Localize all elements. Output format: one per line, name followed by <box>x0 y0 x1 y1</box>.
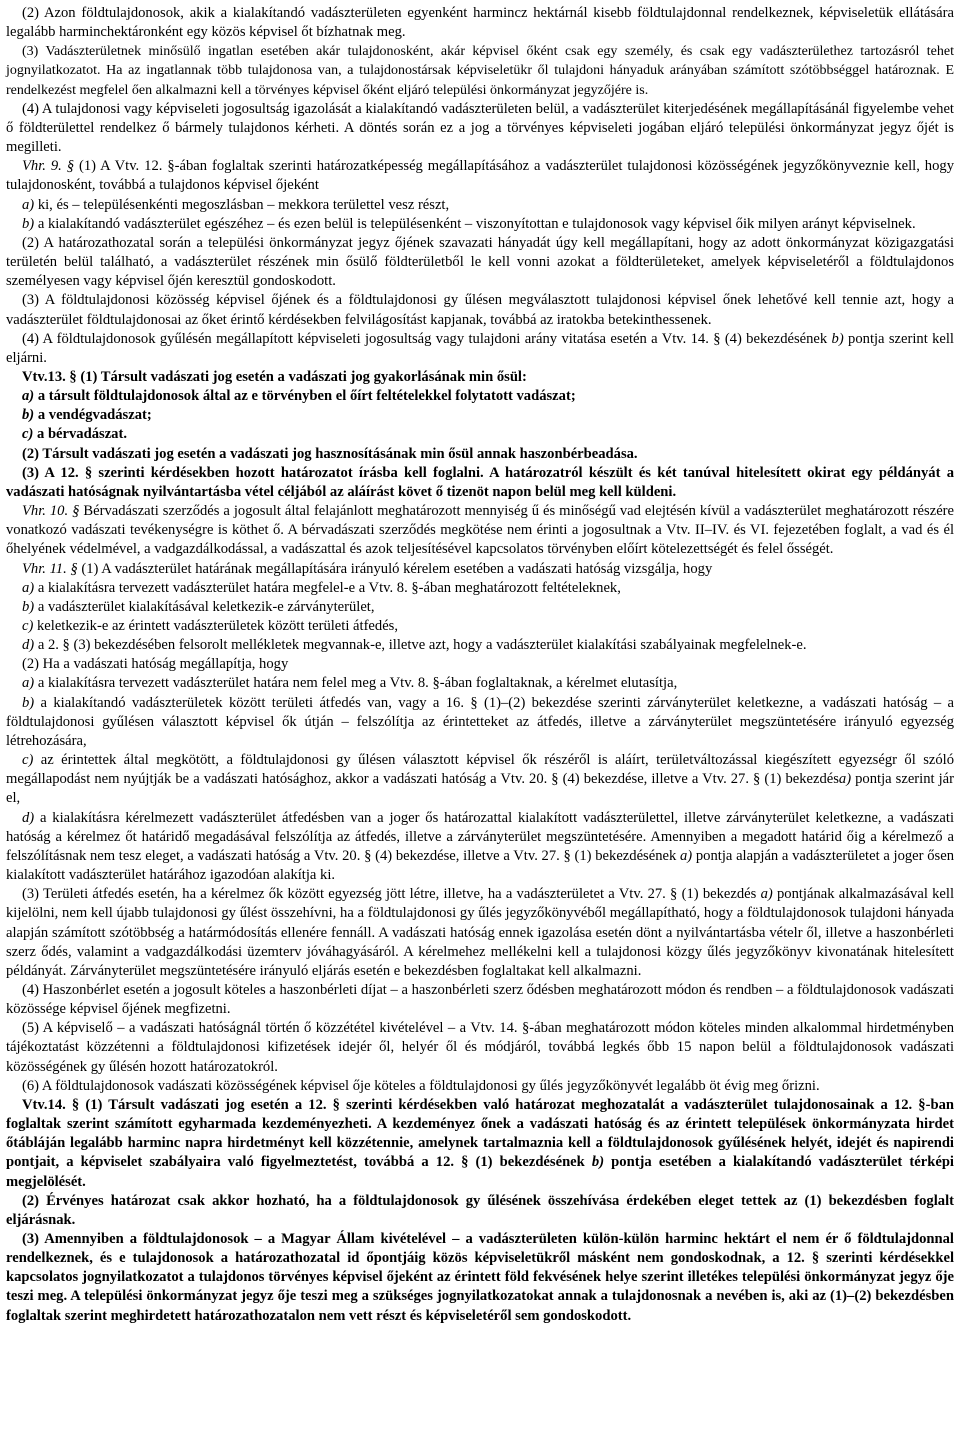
text-run: (2) Azon földtulajdonosok, akik a kialakítandó vadászterületen egyenként harmincz hektárnál kisebb földtulajdonnal rendelkeznek, képviseletük ellátására legalább harminchektáronként egy közös képvisel őt bízhatnak meg. <box>6 5 954 41</box>
text-run: b) <box>22 215 35 232</box>
text-run: pontja szerint kell eljárni. <box>6 330 954 366</box>
paragraph <box>6 655 954 674</box>
text-run: a vendégvadászat; <box>34 407 152 424</box>
paragraph <box>6 100 954 157</box>
text-run: Vtv.14. § (1) Társult vadászati jog esetén a 12. § szerinti kérdésekben való határozat meghozatalát a vadászterület tulajdonosainak a 12. §-ban foglaltak szerint számított egyharmada kezdeményezheti. A kezdeményez őnek a vadászati hatóság és az érintett települések önkormányzata hirdet őtábláján legalább harminc napra hirdetményt kell közzétennie, amelynek tartalmaznia kell a földtulajdonosok gyűlésének helyét, idejét és napirendi pontjait, a képviselet szabályaira való figyelmeztetést, továbbá a 12. § (1) bekezdésének <box>6 1096 954 1171</box>
text-run: § <box>66 158 75 175</box>
paragraph <box>6 579 954 598</box>
text-run: a bérvadászat. <box>33 426 127 443</box>
paragraph <box>6 694 954 751</box>
paragraph <box>6 1019 954 1076</box>
text-run: pontja alapján a vadászterületet a joger ősen kialakított vadászterület határához igazodóan alakítja ki. <box>6 847 954 884</box>
paragraph <box>6 560 954 579</box>
text-run: a) <box>22 196 35 213</box>
paragraph <box>6 196 954 215</box>
text-run: a) <box>838 771 852 788</box>
paragraph <box>6 617 954 636</box>
text-run: (3) A földtulajdonosi közösség képvisel őjének és a földtulajdonosi gy űlésen megválasztott tulajdonosi képvisel őnek lehetővé kell tennie azt, hogy a vadászterület földtulajdonosai az őket érintő kérdésekben felvilágosítást kapjanak, továbbá az iratokba betekinthessenek. <box>6 292 954 328</box>
text-run: b) <box>591 1154 605 1171</box>
text-run: b) <box>22 598 35 615</box>
text-run: b) <box>22 407 35 424</box>
text-run: ki, és – településenkénti megoszlásban – mekkora területtel vesz részt, <box>34 196 450 213</box>
text-run: (5) A képviselő – a vadászati hatóságnál történ ő közzététel kivételével – a Vtv. 14. §-ában meghatározott módon köteles minden alkalommal hirdetményben tájékoztatást közzétenni a földtulajdonosi kifizetések idejér ől, helyér ől és módjáról, továbbá legkés őbb 15 napon belül a földtulajdonosok vadászati közösségének gy űlésén hozott határozatokról. <box>6 1020 954 1075</box>
paragraph <box>6 751 954 808</box>
text-run: a 2. § (3) bekezdésében felsorolt mellékletek megvannak-e, illetve azt, hogy a vadászterület kialakítási szabályainak megfelelnek-e. <box>34 637 807 654</box>
text-run: a) <box>22 675 35 692</box>
text-run: pontjának alkalmazásával kell kijelölni, nem kell újabb tulajdonosi gy űlést összehívni, ha a földtulajdonosi gy űlés jegyzőkönyvéből megállapítható, hogy a földtulajdonosok tulajdoni hányada alapján számított szótöbbség a határmódosítás ellenére fennáll. A vadászati hatóság ennek igazolása esetén dönt a nyilvántartásba vételr ől, illetve a haszonbérleti szerz ődés, valamint a vadgazdálkodási üzemterv jóváhagyásáról. A kérelmehez mellékelni kell a tulajdonosi közgy űlés jegyzőkönyv kivonatának hitelesített példányát. Zárványterület megszüntetésére irányuló eljárás esetén e bekezdésben foglaltakat kell alkalmazni. <box>6 886 955 979</box>
text-run: Vhr. 11. <box>22 560 67 577</box>
paragraph <box>6 157 954 195</box>
paragraph <box>6 291 954 329</box>
text-run: (3) Területi átfedés esetén, ha a kérelmez ők között egyezség jött létre, illetve, ha a vadászterületet a Vtv. 27. § (1) bekezdés <box>22 886 761 903</box>
paragraph <box>6 215 954 234</box>
text-run: (4) A földtulajdonosok gyűlésén megállapított képviseleti jogosultság vagy tulajdoni arány vitatása esetén a Vtv. 14. § (4) bekezdésének <box>22 330 832 347</box>
text-run: § <box>70 560 78 577</box>
text-run: pontja esetében a kialakítandó vadászterület térképi megjelölését. <box>6 1154 954 1190</box>
paragraph <box>6 674 954 693</box>
text-run: (6) A földtulajdonosok vadászati közösségének képvisel ője köteles a földtulajdonosi gy űlés jegyzőkönyvét legalább öt évig meg őrizni. <box>22 1077 820 1094</box>
text-run: a) <box>22 388 35 405</box>
text-run: c) <box>22 618 34 634</box>
paragraph <box>6 234 954 291</box>
text-run: d) <box>22 809 35 826</box>
text-run: a vadászterület kialakításával keletkezik-e zárványterület, <box>34 598 375 615</box>
paragraph <box>6 425 954 444</box>
text-run: a kialakítandó vadászterület egészéhez – és ezen belül is településenként – viszonyítottan e tulajdonosok vagy képvisel őik milyen arányt képviselnek. <box>34 215 916 232</box>
text-run: pontja szerint jár el, <box>6 771 954 807</box>
text-run: a) <box>760 886 773 903</box>
text-run: c) <box>22 752 34 769</box>
text-run: Vtv.13. § (1) Társult vadászati jog esetén a vadászati jog gyakorlásának min ősül: <box>22 368 527 385</box>
text-run: a társult földtulajdonosok által az e törvényben el őírt feltételekkel folytatott vadászat; <box>34 388 576 405</box>
paragraph <box>6 1230 954 1326</box>
text-run: c) <box>22 426 34 443</box>
text-run: Vhr. 10. <box>22 503 69 520</box>
text-run: (2) Ha a vadászati hatóság megállapítja, hogy <box>22 656 289 673</box>
paragraph <box>6 464 954 502</box>
paragraph <box>6 406 954 425</box>
text-run: (2) Társult vadászati jog esetén a vadászati jog hasznosításának min ősül annak haszonbérbeadása. <box>22 445 638 462</box>
paragraph <box>6 636 954 655</box>
paragraph <box>6 330 954 368</box>
text-run: a kialakításra tervezett vadászterület határa nem felel meg a Vtv. 8. §-ában foglaltaknak, a kérelmet elutasítja, <box>34 675 678 692</box>
paragraph <box>6 809 954 886</box>
paragraph <box>6 1077 954 1096</box>
text-run: b) <box>831 330 844 347</box>
paragraph <box>6 368 954 387</box>
paragraph <box>6 1192 954 1230</box>
text-run: (2) Érvényes határozat csak akkor hozható, ha a földtulajdonosok gy űlésének összehívása érdekében eleget tettek az (1) bekezdésben foglalt eljárásnak. <box>6 1192 954 1228</box>
text-run: d) <box>22 637 35 654</box>
paragraph <box>6 885 954 981</box>
text-run: (3) Vadászterületnek minősülő ingatlan esetében akár tulajdonosként, akár képvisel őként csak egy személy, és csak egy vadászterülethez tartozásról tehet jognyilatkozatot. Ha az ingatlannak több tulajdonosa van, a tulajdonostársak képviseletükr ől tulajdoni hányaduk arányában számított szótöbbséggel határoznak. E rendelkezést megfelel ően alkalmazni kell a törvényes képvisel őként eljáró települési önkormányzat jegyzőjére is. <box>6 44 954 98</box>
text-run: (4) Haszonbérlet esetén a jogosult köteles a haszonbérleti díjat – a haszonbérleti szerz ődésben meghatározott módon és rendben – a földtulajdonosok vadászati közössége képvisel őjének megfizetni. <box>6 981 954 1018</box>
text-run: b) <box>22 694 35 711</box>
text-run: a) <box>22 579 35 596</box>
text-run: (3) A 12. § szerinti kérdésekben hozott határozatot írásba kell foglalni. A határozatról készült és két tanúval hitelesített okirat egy példányát a vadászati hatóságnak nyilvántartásba vétel céljából az aláírást követ ő tizenöt napon belül meg kell küldeni. <box>6 464 954 500</box>
paragraph <box>6 502 954 559</box>
text-run: keletkezik-e az érintett vadászterületek között területi átfedés, <box>33 618 399 634</box>
text-run: a kialakításra tervezett vadászterület határa megfelel-e a Vtv. 8. §-ában meghatározott feltételeknek, <box>34 579 621 596</box>
text-run: Vhr. 9. <box>22 158 62 175</box>
document-body <box>6 4 954 1326</box>
text-run: (1) A vadászterület határának megállapítására irányuló kérelem esetében a vadászati hatóság vizsgálja, hogy <box>77 560 713 577</box>
paragraph <box>6 4 954 42</box>
text-run: (1) A Vtv. 12. §-ában foglaltak szerinti határozatképesség megállapításához a vadászterület tulajdonosi közösségének jegyzőkönyveznie kell, hogy tulajdonosként, továbbá a tulajdonos képvisel őjeként <box>6 158 954 194</box>
text-run: a kialakításra kérelmezett vadászterület átfedésben van a joger ős határozattal kialakított vadászterülettel, illetve zárványterület keletkezne, a vadászati hatóság a kérelmez őt határidő megadásával felszólítja az átfedés, illetve a zárványterület megszüntetésére. Amennyiben a megadott határid őig a kérelmező a felszólításnak nem tesz eleget, a vadászati hatóság a Vtv. 20. § (4) bekezdése, illetve a Vtv. 27. § (1) bekezdésének <box>6 809 954 864</box>
text-run: a) <box>680 847 693 864</box>
text-run: (4) A tulajdonosi vagy képviseleti jogosultság igazolását a kialakítandó vadászterületen belül, a vadászterület kiterjedésének megállapításánál figyelembe vehet ő földterülettel rendelkez ő bármely tulajdonos kérheti. A döntés során ez a jog a törvényes képviseleti jogában eljáró települési önkormányzat jegyz őjét is megilleti. <box>6 100 954 156</box>
paragraph <box>6 387 954 406</box>
paragraph <box>6 981 954 1019</box>
paragraph <box>6 445 954 464</box>
text-run: Bérvadászati szerződés a jogosult által felajánlott meghatározott mennyiség ű és minőségű vad elejtésén kívül a vadászterület meghatározott részére vonatkozó vadászati tevékenységre is köthet ő. A bérvadászati szerződés megkötése nem érinti a jogosultnak a Vtv. II–IV. és VI. fejezetében foglalt, a vad és él őhelyének védelmével, a vadgazdálkodással, a vadászattal és azok teljesítésével kapcsolatos törvényben előírt kötelezettségét és felel ősségét. <box>6 503 955 558</box>
paragraph <box>6 1096 954 1192</box>
paragraph <box>6 598 954 617</box>
text-run: § <box>72 503 80 520</box>
paragraph <box>6 42 954 99</box>
text-run: (2) A határozathozatal során a települési önkormányzat jegyz őjének szavazati hányadát úgy kell megállapítani, hogy az adott önkormányzat közigazgatási területén belül található, a vadászterület részének min ősülő földterületből le kell vonni azokat a földterületeket, amelyek képviseletéről a földtulajdonos személyesen vagy képvisel őjén keresztül gondoskodott. <box>6 234 954 290</box>
text-run: az érintettek által megkötött, a földtulajdonosi gy űlésen választott képvisel ők részéről is aláírt, területváltozással kiegészített egyezségr ől szóló megállapodást nem nyújtják be a vadászati hatósághoz, akkor a vadászati hatóság a Vtv. 20. § (4) bekezdése, illetve a Vtv. 27. § (1) bekezdés <box>6 752 954 788</box>
text-run: (3) Amennyiben a földtulajdonosok – a Magyar Állam kivételével – a vadászterületen külön-külön harminc hektárt el nem ér ő földtulajdonnal rendelkeznek, és e tulajdonosok a határozathozatal id őpontjáig közös képviseletükről másként nem gondoskodnak, a 12. § szerinti kérdésekkel kapcsolatos jognyilatkozatot a tulajdonos törvényes képvisel őjeként az érintett föld fekvésének helye szerint illetékes települési önkormányzat jegyz ője teszi meg. A települési önkormányzat jegyz ője teszi meg a szükséges jognyilatkozatokat annak a tulajdonosnak a nevében is, aki az (1)–(2) bekezdésben foglaltak szerint meghirdetett határozathozatalon nem vett részt és képviseletéről sem gondoskodott. <box>6 1231 954 1324</box>
text-run: a kialakítandó vadászterületek között területi átfedés van, vagy a 16. § (1)–(2) bekezdése szerinti zárványterület keletkezne, a vadászati hatóság – a földtulajdonosi gyűlésen választott képvisel ők útján – felszólítja az érintetteket az átfedés, illetve a zárványterület megszüntetésére irányuló egyezség létrehozására, <box>6 694 954 749</box>
